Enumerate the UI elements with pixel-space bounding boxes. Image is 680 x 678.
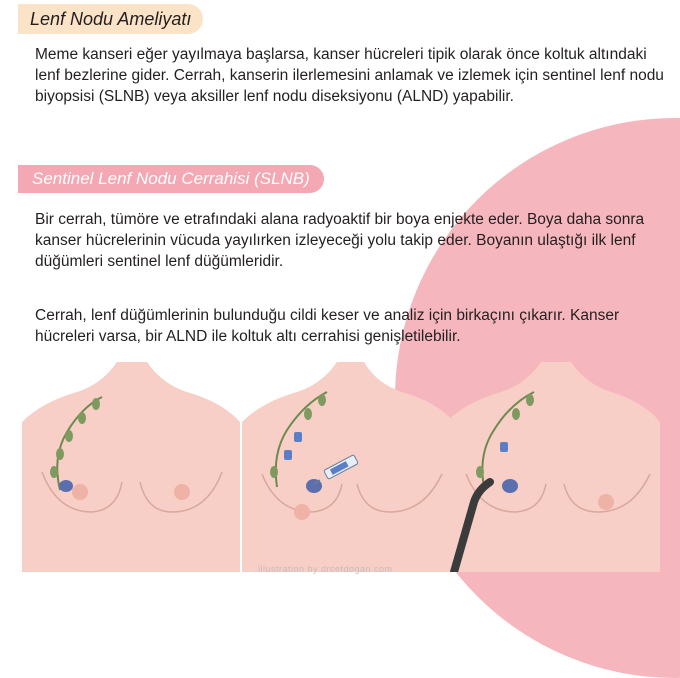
illustration-lymph-nodes [22, 362, 240, 572]
sentinel-node [500, 442, 508, 452]
illustration-node-removal [446, 362, 660, 572]
section-title-lymph-node-surgery: Lenf Nodu Ameliyatı [18, 4, 203, 34]
tumor [59, 480, 73, 492]
intro-paragraph: Meme kanseri eğer yayılmaya başlarsa, kanser hücreleri tipik olarak önce koltuk altındaki lenf bezlerine gider. Cerrah, kanserin ilerlemesini anlamak ve izlemek için sentinel lenf nodu biyopsisi (SLNB) veya aksiller lenf nodu diseksiyonu (ALND) yapabilir. [35, 46, 664, 105]
slnb-paragraph-2: Cerrah, lenf düğümlerinin bulunduğu cildi keser ve analiz için birkaçını çıkarır. Kanser hücreleri varsa, bir ALND ile koltuk altı cerrahisi genişletilebilir. [35, 307, 620, 345]
nipple-left [294, 504, 310, 520]
illustration-dye-injection [242, 362, 454, 572]
nipple-right [598, 494, 614, 510]
slnb-paragraph-1: Bir cerrah, tümöre ve etrafındaki alana radyoaktif bir boya enjekte eder. Boya daha sonra kanser hücrelerinin vücuda yayılırken izleyeceği yolu takip eder. Boyanın ulaştığı ilk lenf düğümleri sentinel lenf düğümleridir. [35, 211, 645, 270]
tumor [502, 479, 518, 493]
nipple-left [72, 484, 88, 500]
nipple-right [174, 484, 190, 500]
illustration-credit: illustration by drcetdogan.com [258, 564, 393, 574]
section-title-slnb: Sentinel Lenf Nodu Cerrahisi (SLNB) [18, 165, 324, 193]
